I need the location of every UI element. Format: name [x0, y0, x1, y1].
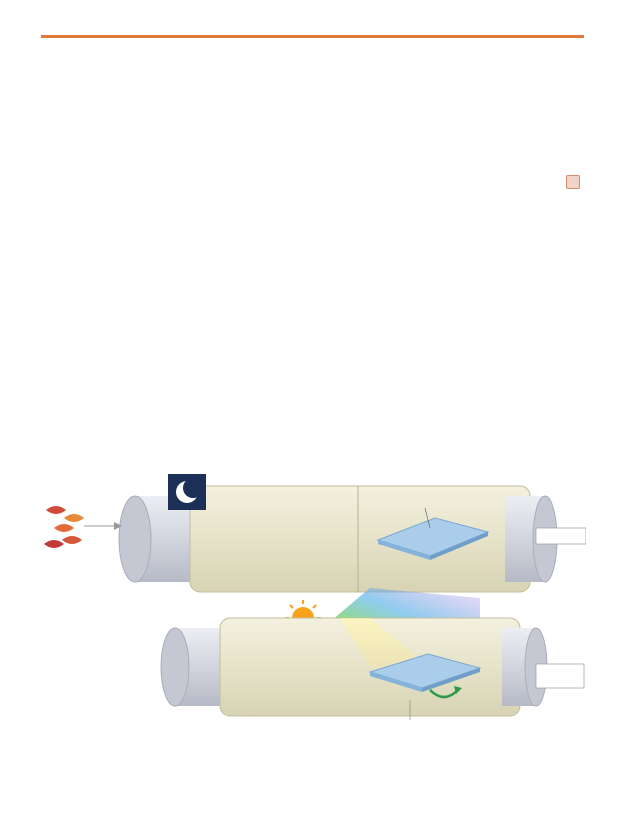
check-updates-icon	[566, 175, 580, 189]
header-rule	[41, 35, 584, 38]
moon-icon	[168, 474, 206, 510]
check-updates-button[interactable]	[566, 175, 584, 189]
reactor-figure	[40, 468, 586, 740]
co2-free-air-box	[536, 528, 586, 544]
syngas-box	[536, 664, 584, 688]
leaves-icon	[44, 506, 122, 548]
